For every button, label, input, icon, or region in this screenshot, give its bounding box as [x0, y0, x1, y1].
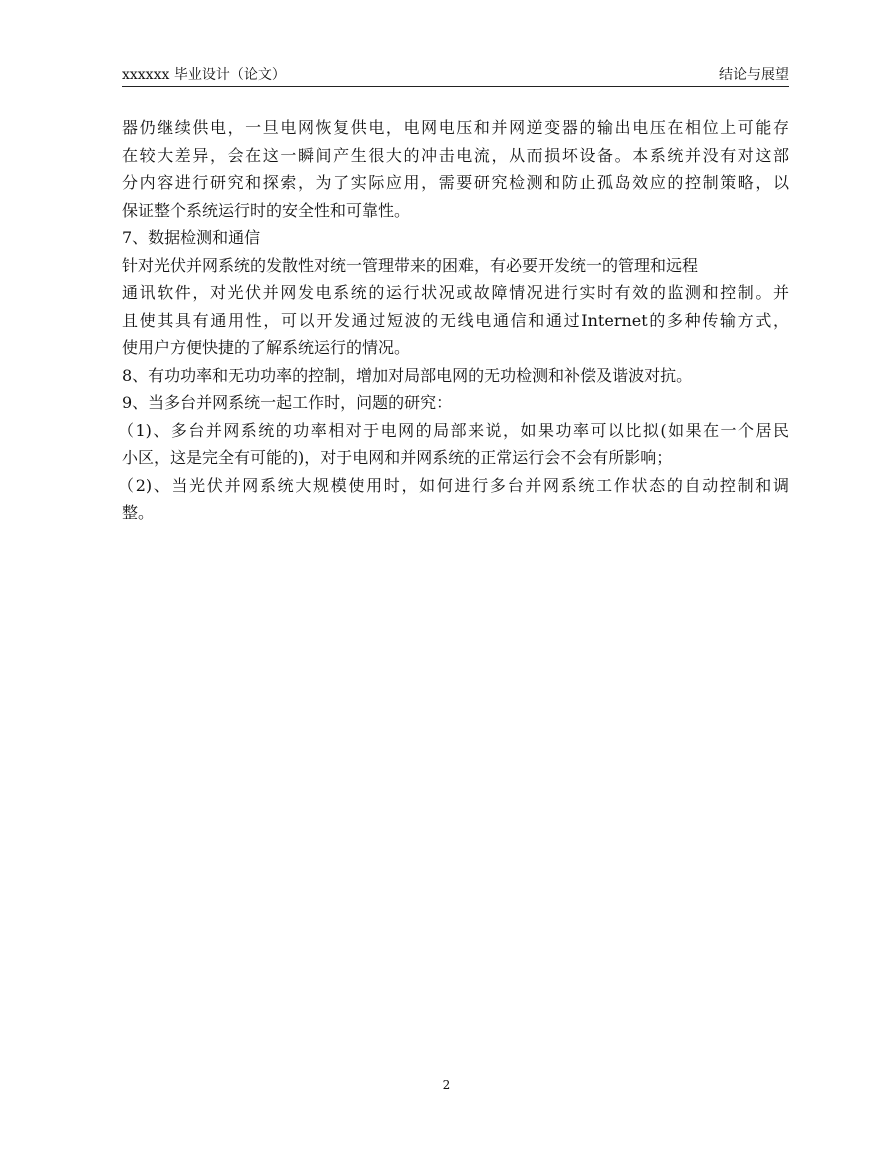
body-text — [118, 114, 789, 527]
page-header — [122, 64, 789, 87]
text-line: 通讯软件，对光伏并网发电系统的运行状况或故障情况进行实时有效的监测和控制。并 — [122, 283, 789, 302]
text-line: 器仍继续供电，一旦电网恢复供电，电网电压和并网逆变器的输出电压在相位上可能存 — [122, 118, 789, 137]
section-heading-7: 7、数据检测和通信 — [122, 228, 261, 247]
item-9: 9、当多台并网系统一起工作时，问题的研究： — [122, 393, 453, 412]
header-section: 结论与展望 — [719, 67, 789, 83]
text-line: 分内容进行研究和探索，为了实际应用，需要研究检测和防止孤岛效应的控制策略，以 — [122, 173, 789, 192]
text-line: 整。 — [122, 503, 155, 522]
text-line: 且使其具有通用性，可以开发通过短波的无线电通信和通过Internet的多种传输方式， — [122, 310, 789, 330]
sub-item-1: （1)、多台并网系统的功率相对于电网的局部来说，如果功率可以比拟(如果在一个居民 — [118, 420, 789, 440]
page-number: 2 — [442, 1078, 451, 1092]
text-line: 小区，这是完全有可能的)，对于电网和并网系统的正常运行会不会有所影响； — [122, 448, 673, 467]
header-title: xxxxxx 毕业设计（论文） — [122, 67, 286, 83]
text-line: 针对光伏并网系统的发散性对统一管理带来的困难，有必要开发统一的管理和远程 — [122, 255, 699, 275]
text-line: 使用户方便快捷的了解系统运行的情况。 — [122, 338, 411, 357]
sub-item-2: （2)、当光伏并网系统大规模使用时，如何进行多台并网系统工作状态的自动控制和调 — [118, 475, 789, 495]
text-line: 在较大差异，会在这一瞬间产生很大的冲击电流，从而损坏设备。本系统并没有对这部 — [122, 145, 789, 165]
item-8: 8、有功功率和无功功率的控制，增加对局部电网的无功检测和补偿及谐波对抗。 — [122, 365, 693, 385]
text-line: 保证整个系统运行时的安全性和可靠性。 — [122, 200, 411, 220]
